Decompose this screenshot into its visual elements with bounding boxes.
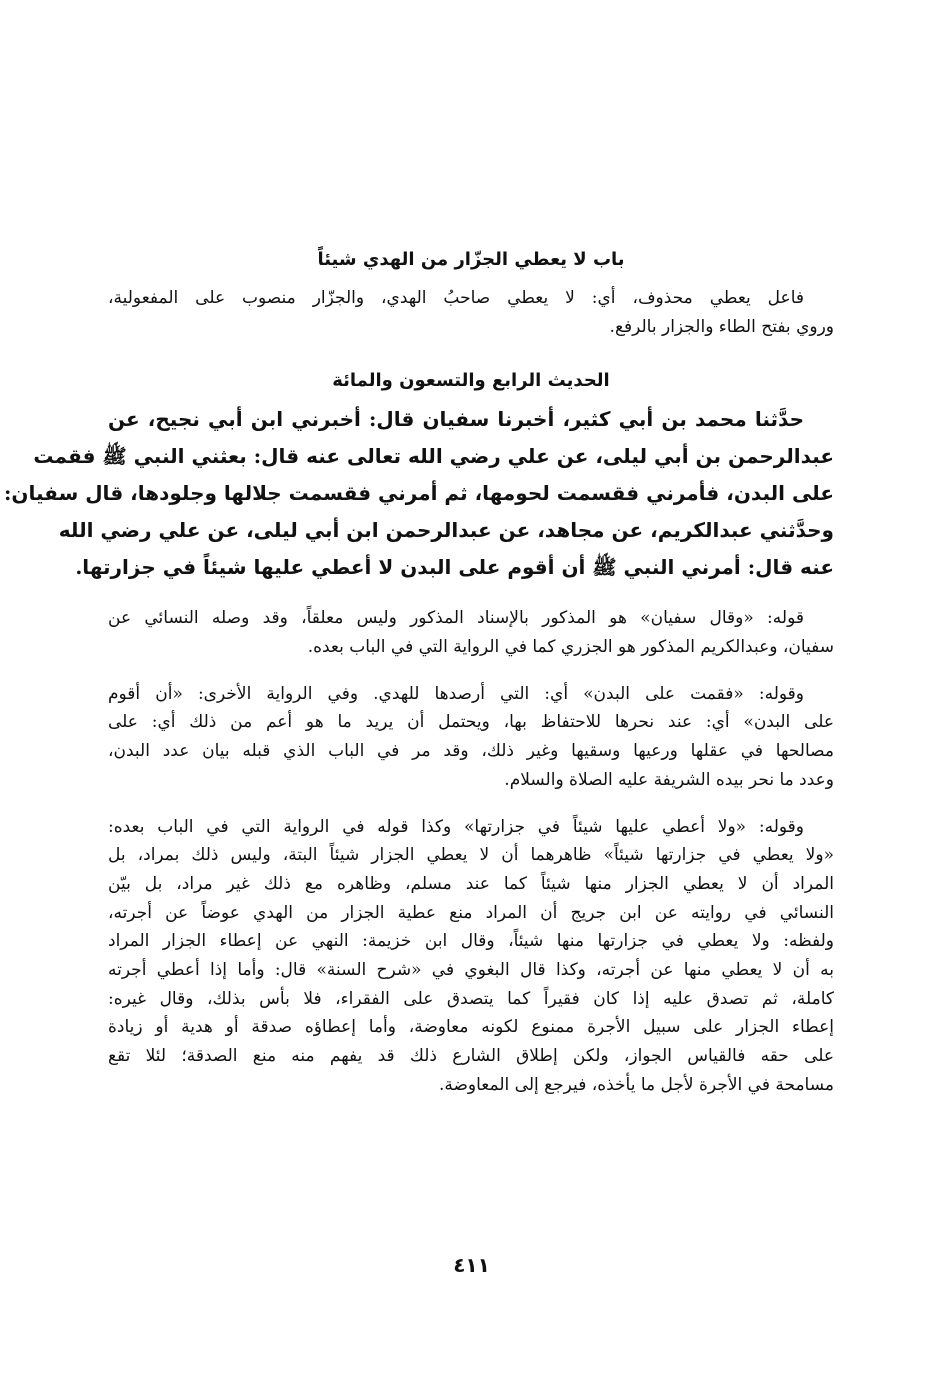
hadith-line: على البدن، فأمرني فقسمت لحومها، ثم أمرني فقسمت جلالها وجلودها، قال سفيان: (4, 481, 834, 506)
commentary-paragraph (108, 604, 834, 661)
commentary-line: مصالحها في عقلها ورعيها وسقيها وغير ذلك، وقد مر في الباب الذي قبله بيان عدد البدن، (108, 741, 834, 762)
hadith-line: عنه قال: أمرني النبي ﷺ أن أقوم على البدن لا أعطي عليها شيئاً في جزارتها. (75, 555, 834, 580)
commentary-line: إعطاء الجزار على سبيل الأجرة ممنوع لكونه معاوضة، وأما إعطاؤه صدقة أو هدية أو زيادة (108, 1017, 834, 1038)
intro-line: فاعل يعطي محذوف، أي: لا يعطي صاحبُ الهدي، والجزّار منصوب على المفعولية، (108, 288, 805, 308)
commentary-line: مسامحة في الأجرة لأجل ما يأخذه، فيرجع إلى المعاوضة. (438, 1074, 834, 1095)
hadith-line: حدَّثنا محمد بن أبي كثير، أخبرنا سفيان قال: أخبرني ابن أبي نجيح، عن (108, 407, 804, 432)
commentary-line: وعدد ما نحر بيده الشريفة عليه الصلاة والسلام. (504, 769, 834, 790)
book-page (4, 240, 834, 1117)
hadith-text (4, 401, 834, 586)
commentary-line: على البدن» أي: عند نحرها للاحتفاظ بها، ويحتمل أن يريد ما هو أعم من ذلك أي: على (108, 712, 834, 733)
commentary-paragraph (108, 813, 834, 1100)
page-number: ٤١١ (453, 1253, 490, 1277)
chapter-title: باب لا يعطي الجزّار من الهدي شيئاً (317, 249, 625, 270)
commentary-line: كاملة، ثم تصدق عليه إذا كان فقيراً كما يتصدق على الفقراء، فلا بأس بذلك، وقال غيره: (108, 988, 834, 1009)
commentary-line: النسائي في روايته عن ابن جريج أن المراد منع عطية الجزار من الهدي عوضاً عن أجرته، (108, 902, 834, 923)
commentary-line: وقوله: «فقمت على البدن» أي: التي أرصدها للهدي. وفي الرواية الأخرى: «أن أقوم (108, 683, 804, 704)
commentary-line: ولفظه: ولا يعطي في جزارتها منها شيئاً، وقال ابن خزيمة: النهي عن إعطاء الجزار المراد (108, 931, 834, 952)
commentary-line: سفيان، وعبدالكريم المذكور هو الجزري كما في الرواية التي في الباب بعده. (307, 637, 834, 658)
commentary-paragraph (108, 680, 834, 795)
intro-paragraph (108, 284, 834, 341)
intro-line: وروي بفتح الطاء والجزار بالرفع. (609, 316, 834, 337)
commentary-line: به أن لا يعطي منها عن أجرته، وكذا قال البغوي في «شرح السنة» قال: وأما إذا أعطي أجرته (108, 959, 834, 980)
commentary-line: على حقه فالقياس الجواز، ولكن إطلاق الشارع ذلك قد يفهم منه منع الصدقة؛ لئلا تقع (108, 1046, 834, 1066)
commentary (108, 604, 834, 1099)
hadith-line: وحدَّثني عبدالكريم، عن مجاهد، عن عبدالرحمن ابن أبي ليلى، عن علي رضي الله (58, 518, 834, 543)
hadith-title: الحديث الرابع والتسعون والمائة (332, 370, 610, 392)
hadith-line: عبدالرحمن بن أبي ليلى، عن علي رضي الله تعالى عنه قال: بعثني النبي ﷺ فقمت (33, 444, 834, 469)
commentary-line: وقوله: «ولا أعطي عليها شيئاً في جزارتها» وكذا قوله في الرواية التي في الباب بعده: (108, 816, 804, 837)
commentary-line: قوله: «وقال سفيان» هو المذكور بالإسناد المذكور وليس معلقاً، وقد وصله النسائي عن (108, 608, 804, 629)
commentary-line: المراد أن لا يعطي الجزار منها شيئاً كما عند مسلم، وظاهره مع ذلك غير مراد، بل بيّن (108, 873, 834, 894)
commentary-line: «ولا يعطي في جزارتها شيئاً» ظاهرهما أن لا يعطي الجزار شيئاً البتة، وليس ذلك بمراد، بل (108, 845, 834, 866)
